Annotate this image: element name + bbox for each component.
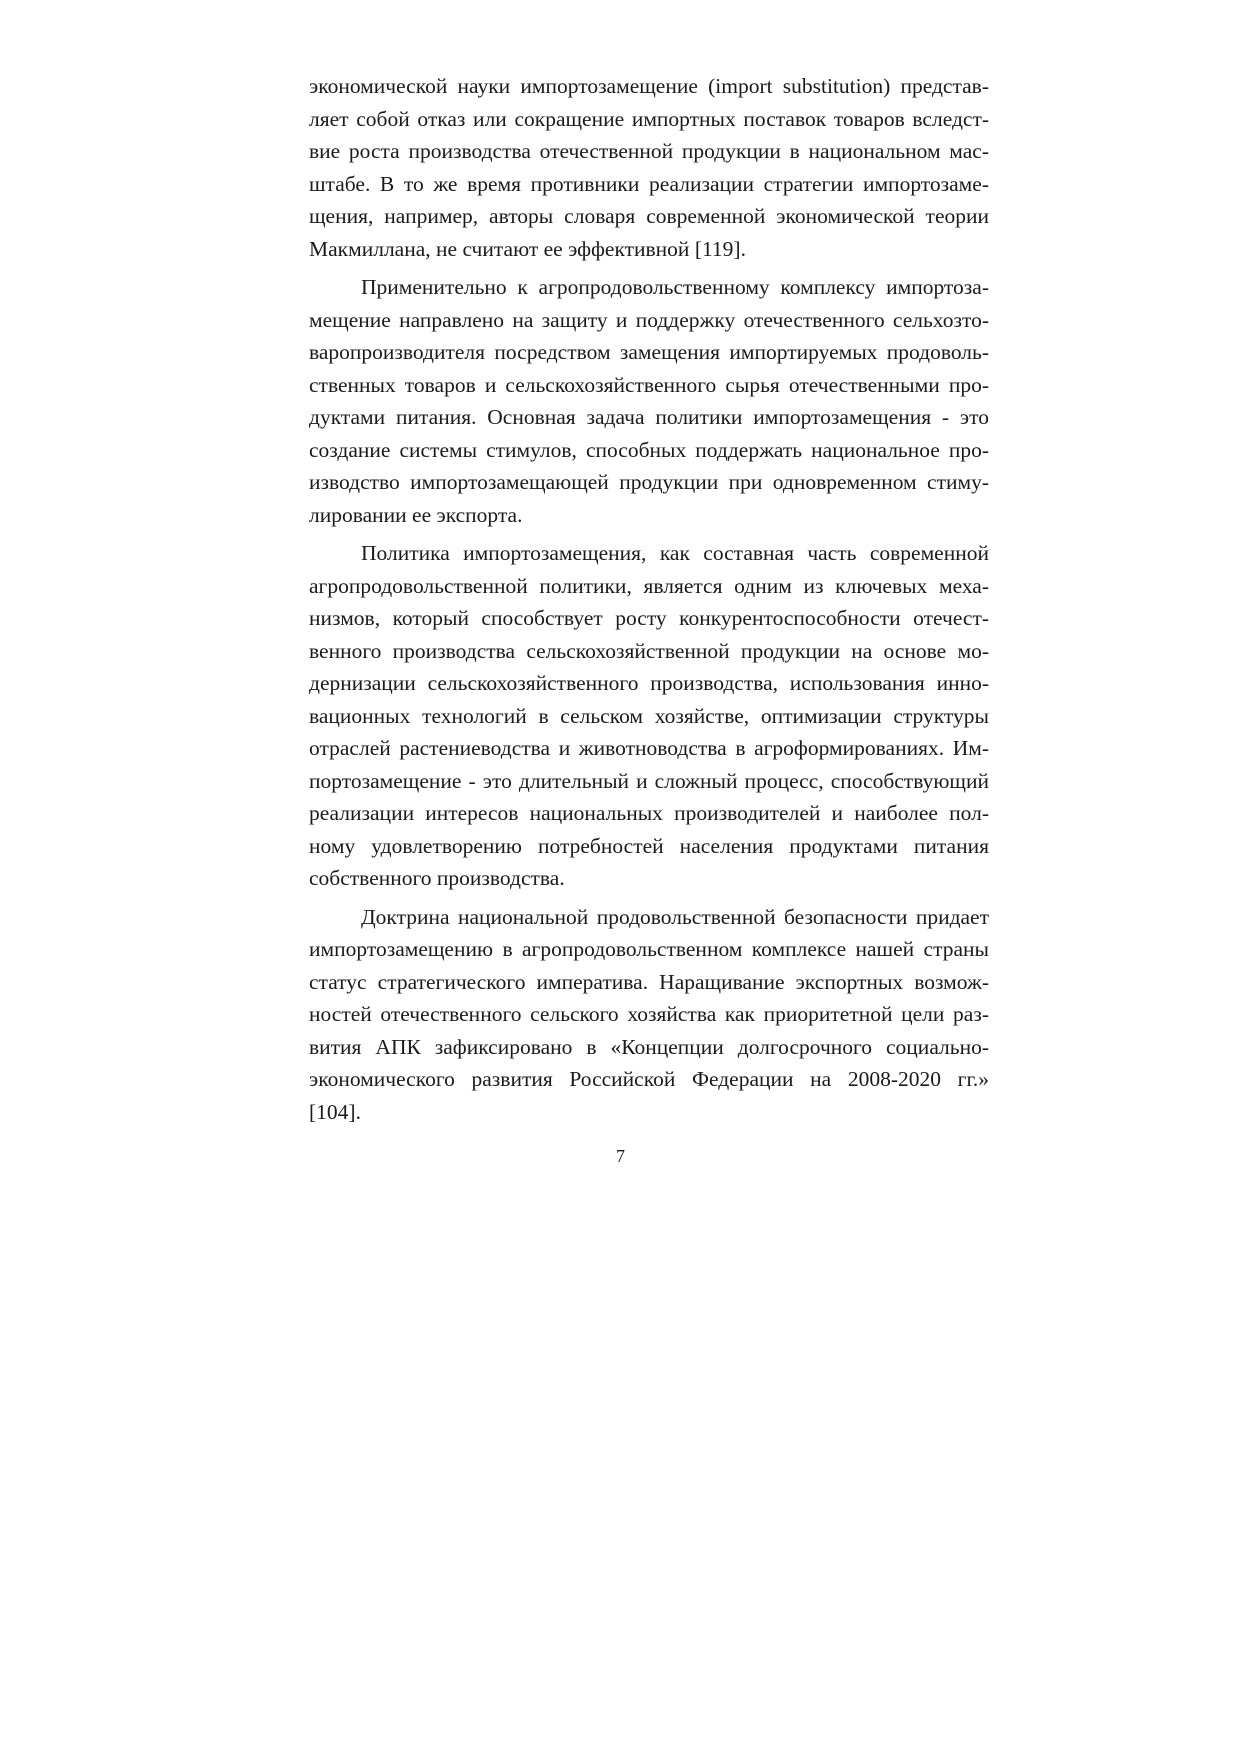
text-line: ственных товаров и сельскохозяйственного сырья отечественными про- — [309, 372, 989, 397]
page-number: 7 — [616, 1146, 625, 1166]
text-line: вие роста производства отечественной продукции в национальном мас- — [309, 139, 989, 163]
text-line: статус стратегического императива. Наращивание экспортных возмож- — [309, 969, 989, 994]
text-line: импортозамещению в агропродовольственном комплексе нашей страны — [309, 937, 989, 961]
text-line: Доктрина национальной продовольственной безопасности придает — [361, 904, 989, 929]
text-line: штабе. В то же время противники реализации стратегии импортозаме- — [309, 171, 989, 196]
text-line: варопроизводителя посредством замещения импортируемых продоволь- — [309, 340, 989, 364]
text-line: отраслей растениеводства и животноводства в агроформированиях. Им- — [309, 736, 989, 760]
text-line: собственного производства. — [309, 866, 565, 890]
text-line: экономической науки импортозамещение (import substitution) представ- — [309, 74, 989, 98]
text-line: [104]. — [309, 1099, 361, 1124]
paragraph-3 — [309, 537, 989, 895]
paragraph-2 — [309, 271, 989, 531]
paragraph-4 — [309, 901, 989, 1129]
text-line: портозамещение - это длительный и сложный процесс, способствующий — [309, 768, 989, 793]
text-line: ляет собой отказ или сокращение импортных поставок товаров вследст- — [309, 106, 989, 131]
text-line: лировании ее экспорта. — [309, 502, 523, 527]
text-line: венного производства сельскохозяйственной продукции на основе мо- — [309, 638, 989, 663]
paragraph-1 — [309, 70, 989, 265]
text-line: мещение направлено на защиту и поддержку отечественного сельхозто- — [309, 307, 989, 332]
text-line: Применительно к агропродовольственному комплексу импортоза- — [361, 275, 989, 299]
text-line: агропродовольственной политики, является одним из ключевых меха- — [309, 573, 989, 598]
text-line: низмов, который способствует росту конкурентоспособности отечест- — [309, 606, 989, 630]
text-line: экономического развития Российской Федерации на 2008-2020 гг.» — [309, 1067, 989, 1091]
text-line: ному удовлетворению потребностей населения продуктами питания — [309, 833, 989, 858]
text-line: вационных технологий в сельском хозяйстве, оптимизации структуры — [309, 703, 989, 728]
text-line: ностей отечественного сельского хозяйства как приоритетной цели раз- — [309, 1002, 989, 1026]
text-line: вития АПК зафиксировано в «Концепции долгосрочного социально- — [309, 1034, 989, 1059]
text-line: создание системы стимулов, способных поддержать национальное про- — [309, 437, 989, 462]
text-line: Политика импортозамещения, как составная часть современной — [361, 541, 989, 565]
text-line: реализации интересов национальных производителей и наиболее пол- — [309, 801, 989, 825]
text-line: изводство импортозамещающей продукции при одновременном стиму- — [309, 470, 989, 494]
text-line: дуктами питания. Основная задача политики импортозамещения - это — [309, 405, 989, 429]
document-page — [309, 70, 989, 1128]
text-line: дернизации сельскохозяйственного производства, использования инно- — [309, 671, 989, 695]
text-line: щения, например, авторы словаря современной экономической теории — [309, 204, 989, 228]
text-line: Макмиллана, не считают ее эффективной [119]. — [309, 236, 746, 261]
